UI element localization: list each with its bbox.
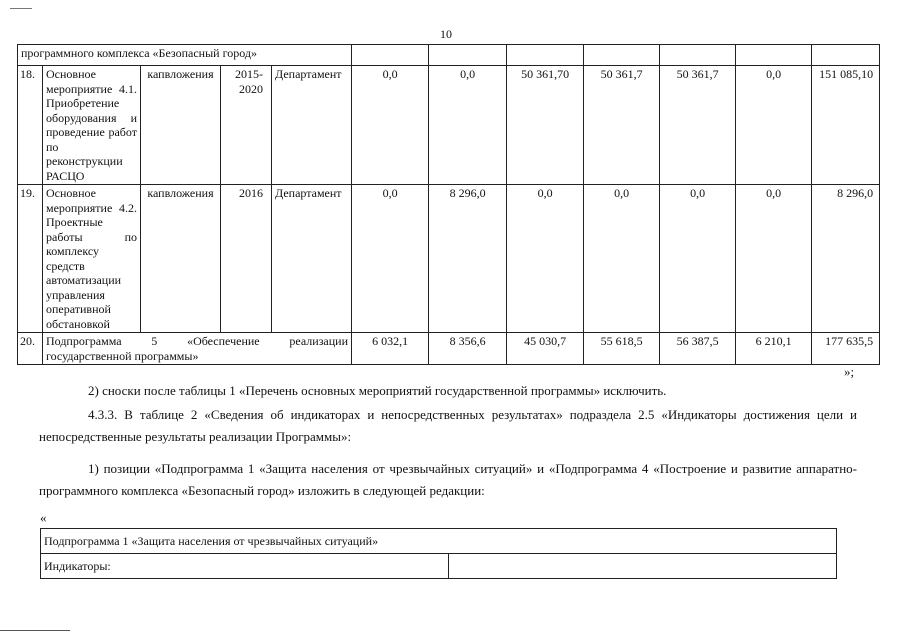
table-row: [18, 66, 880, 185]
value-cell: 50 361,70: [507, 66, 584, 185]
subprogram-name-line2: государственной программы»: [46, 348, 199, 363]
scan-mark-top: [10, 8, 32, 9]
value-cell: 0,0: [584, 185, 660, 333]
value-cell: 0,0: [736, 66, 812, 185]
empty-cell: [812, 45, 880, 66]
indicators-table: [40, 528, 837, 579]
value-cell: 0,0: [352, 66, 429, 185]
indicators-label: Индикаторы:: [41, 554, 449, 579]
funding-source: капвложения: [141, 185, 221, 333]
value-cell: 0,0: [507, 185, 584, 333]
value-cell: 0,0: [660, 185, 736, 333]
value-cell: 56 387,5: [660, 333, 736, 365]
subprogram-title-cell: программного комплекса «Безопасный город»: [18, 45, 352, 66]
funding-source: капвложения: [141, 66, 221, 185]
years: 2015-2020: [221, 66, 272, 185]
years: 2016: [221, 185, 272, 333]
opening-quote: «: [40, 510, 47, 525]
empty-cell: [660, 45, 736, 66]
value-cell: 45 030,7: [507, 333, 584, 365]
executor: Департамент: [272, 185, 352, 333]
word: 5: [151, 334, 158, 348]
word: «Обеспечение: [187, 334, 260, 348]
activities-table: [17, 44, 880, 365]
value-cell: 55 618,5: [584, 333, 660, 365]
value-cell: 8 296,0: [429, 185, 507, 333]
value-cell: 0,0: [429, 66, 507, 185]
total-cell: 177 635,5: [812, 333, 880, 365]
scan-mark-bottom: [0, 630, 70, 631]
total-cell: 8 296,0: [812, 185, 880, 333]
empty-cell: [736, 45, 812, 66]
empty-cell: [449, 554, 837, 579]
value-cell: 6 210,1: [736, 333, 812, 365]
paragraph-footnotes: 2) сноски после таблицы 1 «Перечень основных мероприятий государственной программы» исключить.: [88, 383, 667, 398]
value-cell: 0,0: [352, 185, 429, 333]
empty-cell: [352, 45, 429, 66]
value-cell: 50 361,7: [584, 66, 660, 185]
empty-cell: [584, 45, 660, 66]
row-index: 19.: [18, 185, 43, 333]
empty-cell: [507, 45, 584, 66]
row-index: 20.: [18, 333, 43, 365]
executor: Департамент: [272, 66, 352, 185]
table-subheader-row: [18, 45, 880, 66]
table-row: [18, 333, 880, 365]
value-cell: 50 361,7: [660, 66, 736, 185]
value-cell: 6 032,1: [352, 333, 429, 365]
subprogram-name: [43, 333, 352, 365]
subprogram-name-line1: [46, 334, 348, 349]
page-number: 10: [440, 27, 452, 41]
word: реализации: [289, 334, 349, 348]
empty-cell: [429, 45, 507, 66]
row-index: 18.: [18, 66, 43, 185]
value-cell: 0,0: [736, 185, 812, 333]
value-cell: 8 356,6: [429, 333, 507, 365]
subprogram-1-title: Подпрограмма 1 «Защита населения от чрезвычайных ситуаций»: [41, 529, 837, 554]
table-row: [18, 185, 880, 333]
word: Подпрограмма: [46, 334, 122, 348]
closing-quote: »;: [844, 364, 855, 379]
table-row: [41, 554, 837, 579]
paragraph-positions: 1) позиции «Подпрограмма 1 «Защита населения от чрезвычайных ситуаций» и «Подпрограмма 4 «Построение и развитие аппаратно-программного комплекса «Безопасный город» изложить в следующей редакции:: [39, 461, 857, 498]
activity-name: Основное мероприятие 4.2. Проектные работы по комплексу средств автоматизации управления оперативной обстановкой: [43, 185, 141, 333]
paragraph-4-3-3: 4.3.3. В таблице 2 «Сведения об индикаторах и непосредственных результатах» подраздела 2.5 «Индикаторы достижения цели и непосредственные результаты реализации Программы»:: [39, 407, 857, 444]
total-cell: 151 085,10: [812, 66, 880, 185]
table-row: [41, 529, 837, 554]
activity-name: Основное мероприятие 4.1. Приобретение оборудования и проведение работ по реконструкции РАСЦО: [43, 66, 141, 185]
